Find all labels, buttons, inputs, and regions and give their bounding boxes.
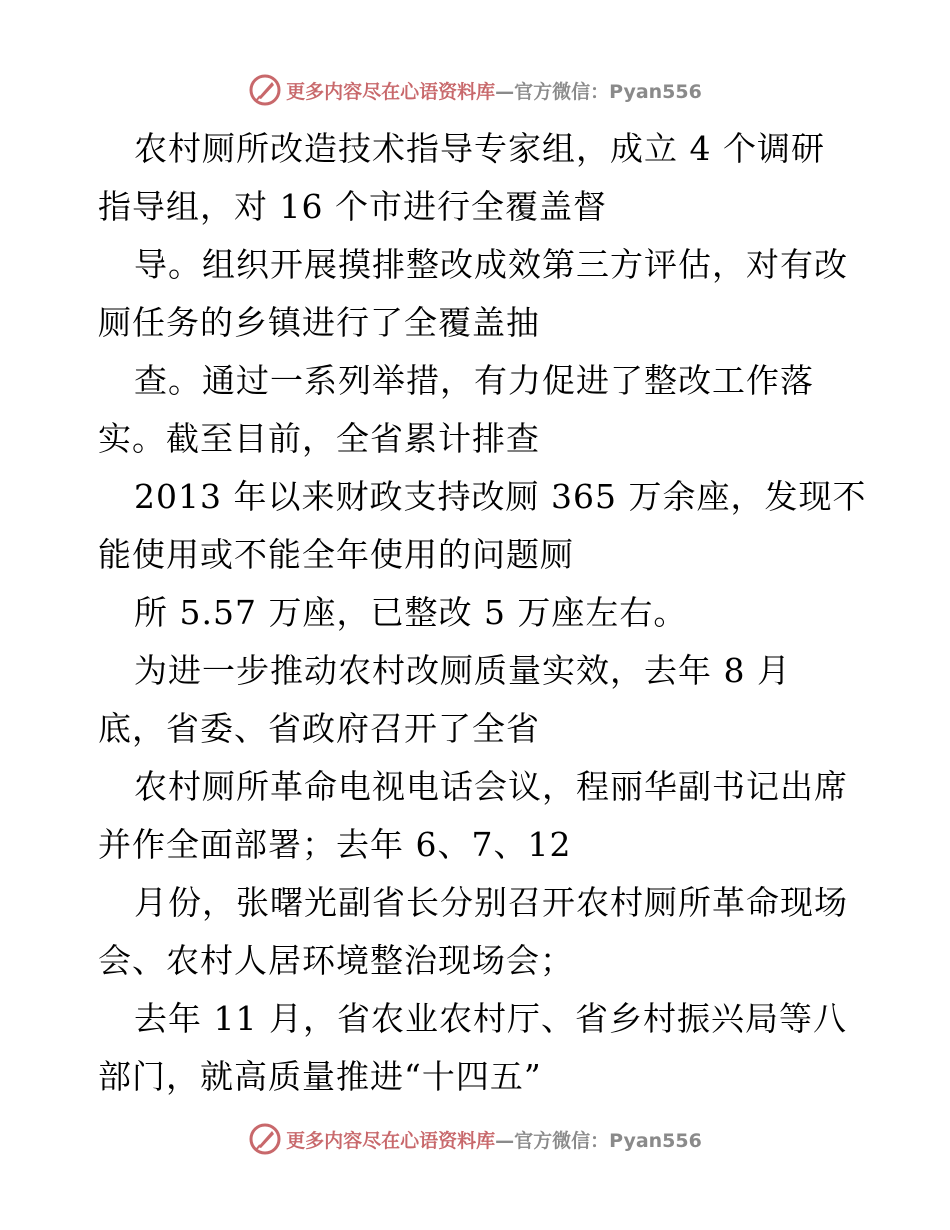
footer-watermark [0, 1119, 950, 1159]
text-line: 厕任务的乡镇进行了全覆盖抽 [98, 303, 540, 342]
text-line: 查。通过一系列举措，有力促进了整改工作落 [134, 361, 814, 400]
text-line: 为进一步推动农村改厕质量实效，去年 8 月 [134, 651, 791, 690]
feather-pen-logo-icon [248, 1122, 282, 1156]
text-line: 部门，就高质量推进“十四五” [98, 1057, 542, 1096]
header-watermark [0, 70, 950, 110]
text-line: 月份，张曙光副省长分别召开农村厕所革命现场 [134, 883, 848, 922]
text-line: 底，省委、省政府召开了全省 [98, 709, 540, 748]
text-line: 导。组织开展摸排整改成效第三方评估，对有改 [134, 245, 848, 284]
text-line: 指导组，对 16 个市进行全覆盖督 [98, 187, 607, 226]
document-body [98, 120, 868, 1106]
text-line: 农村厕所革命电视电话会议，程丽华副书记出席 [134, 767, 848, 806]
text-line: 农村厕所改造技术指导专家组，成立 4 个调研 [134, 129, 825, 168]
text-line: 并作全面部署；去年 6、7、12 [98, 825, 572, 864]
header-watermark-text: 更多内容尽在心语资料库—官方微信：Pyan556 [286, 80, 702, 103]
text-line: 2013 年以来财政支持改厕 365 万余座，发现不 [134, 477, 867, 516]
footer-watermark-text: 更多内容尽在心语资料库—官方微信：Pyan556 [286, 1129, 702, 1152]
text-line: 去年 11 月，省农业农村厅、省乡村振兴局等八 [134, 999, 847, 1038]
text-line: 会、农村人居环境整治现场会； [98, 941, 574, 980]
feather-pen-logo-icon [248, 73, 282, 107]
text-line: 实。截至目前，全省累计排查 [98, 419, 540, 458]
text-line: 能使用或不能全年使用的问题厕 [98, 535, 574, 574]
text-line: 所 5.57 万座，已整改 5 万座左右。 [134, 593, 688, 632]
